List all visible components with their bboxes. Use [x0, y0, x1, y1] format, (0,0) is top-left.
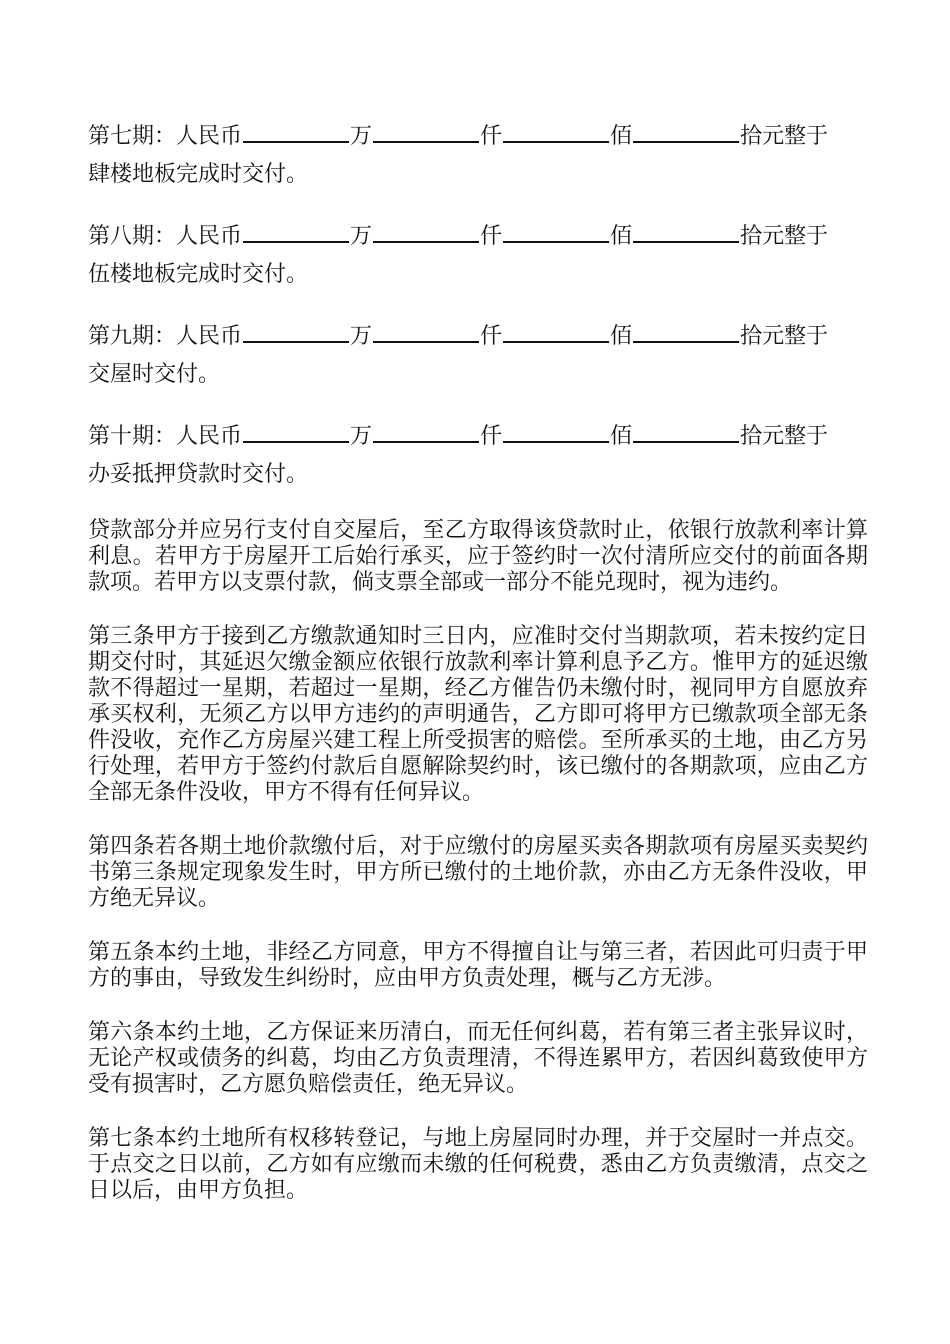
unit-label: 佰 [610, 424, 633, 449]
unit-label: 佰 [610, 324, 633, 349]
paragraph-article-3: 第三条甲方于接到乙方缴款通知时三日内，应准时交付当期款项，若未按约定日期交付时，其延迟欠缴金额应依银行放款利率计算利息予乙方。惟甲方的延迟缴款不得超过一星期，若超过一星期，经乙方催告仍未缴付时，视同甲方自愿放弃承买权利，无须乙方以甲方违约的声明通告，乙方即可将甲方已缴款项全部无条件没收，充作乙方房屋兴建工程上所受损害的赔偿。至所承买的土地，由乙方另行处理，若甲方于签约付款后自愿解除契约时，该已缴付的各期款项，应由乙方全部无条件没收，甲方不得有任何异议。 [88, 624, 868, 805]
amount-blank [373, 119, 479, 143]
installment-condition: 伍楼地板完成时交付。 [88, 262, 309, 287]
amount-blank [633, 119, 739, 143]
unit-label: 拾元整于 [740, 224, 829, 249]
amount-blank [633, 319, 739, 343]
installment-condition: 办妥抵押贷款时交付。 [88, 462, 309, 487]
installment-9 [88, 318, 868, 394]
amount-blank [503, 319, 609, 343]
unit-label: 仟 [480, 324, 503, 349]
document-page [88, 118, 868, 1232]
paragraph-article-5: 第五条本约土地，非经乙方同意，甲方不得擅自让与第三者，若因此可归责于甲方的事由，导致发生纠纷时，应由甲方负责处理，概与乙方无涉。 [88, 940, 868, 991]
amount-blank [243, 219, 349, 243]
unit-label: 万 [350, 324, 373, 349]
installment-label: 第九期：人民币 [88, 324, 243, 349]
unit-label: 仟 [480, 124, 503, 149]
paragraph-loan-interest: 贷款部分并应另行支付自交屋后，至乙方取得该贷款时止，依银行放款利率计算利息。若甲方于房屋开工后始行承买，应于签约时一次付清所应交付的前面各期款项。若甲方以支票付款，倘支票全部或一部分不能兑现时，视为违约。 [88, 518, 868, 595]
installment-7 [88, 118, 868, 194]
paragraph-article-4: 第四条若各期土地价款缴付后，对于应缴付的房屋买卖各期款项有房屋买卖契约书第三条规定现象发生时，甲方所已缴付的土地价款，亦由乙方无条件没收，甲方绝无异议。 [88, 834, 868, 911]
amount-blank [503, 419, 609, 443]
unit-label: 佰 [610, 124, 633, 149]
installment-label: 第七期：人民币 [88, 124, 243, 149]
amount-blank [633, 419, 739, 443]
amount-blank [503, 119, 609, 143]
installment-label: 第八期：人民币 [88, 224, 243, 249]
unit-label: 拾元整于 [740, 424, 829, 449]
amount-blank [243, 119, 349, 143]
amount-blank [243, 419, 349, 443]
amount-blank [373, 419, 479, 443]
paragraph-article-6: 第六条本约土地，乙方保证来历清白，而无任何纠葛，若有第三者主张异议时，无论产权或债务的纠葛，均由乙方负责理清，不得连累甲方，若因纠葛致使甲方受有损害时，乙方愿负赔偿责任，绝无异议。 [88, 1020, 868, 1097]
amount-blank [373, 219, 479, 243]
installment-label: 第十期：人民币 [88, 424, 243, 449]
amount-blank [503, 219, 609, 243]
paragraph-article-7: 第七条本约土地所有权移转登记，与地上房屋同时办理，并于交屋时一并点交。于点交之日以前，乙方如有应缴而未缴的任何税费，悉由乙方负责缴清，点交之日以后，由甲方负担。 [88, 1126, 868, 1203]
amount-blank [373, 319, 479, 343]
installment-condition: 交屋时交付。 [88, 362, 221, 387]
unit-label: 拾元整于 [740, 324, 829, 349]
unit-label: 万 [350, 124, 373, 149]
unit-label: 拾元整于 [740, 124, 829, 149]
amount-blank [633, 219, 739, 243]
unit-label: 佰 [610, 224, 633, 249]
amount-blank [243, 319, 349, 343]
unit-label: 仟 [480, 224, 503, 249]
unit-label: 万 [350, 224, 373, 249]
installment-10 [88, 418, 868, 494]
installment-condition: 肆楼地板完成时交付。 [88, 162, 309, 187]
installment-8 [88, 218, 868, 294]
unit-label: 万 [350, 424, 373, 449]
unit-label: 仟 [480, 424, 503, 449]
